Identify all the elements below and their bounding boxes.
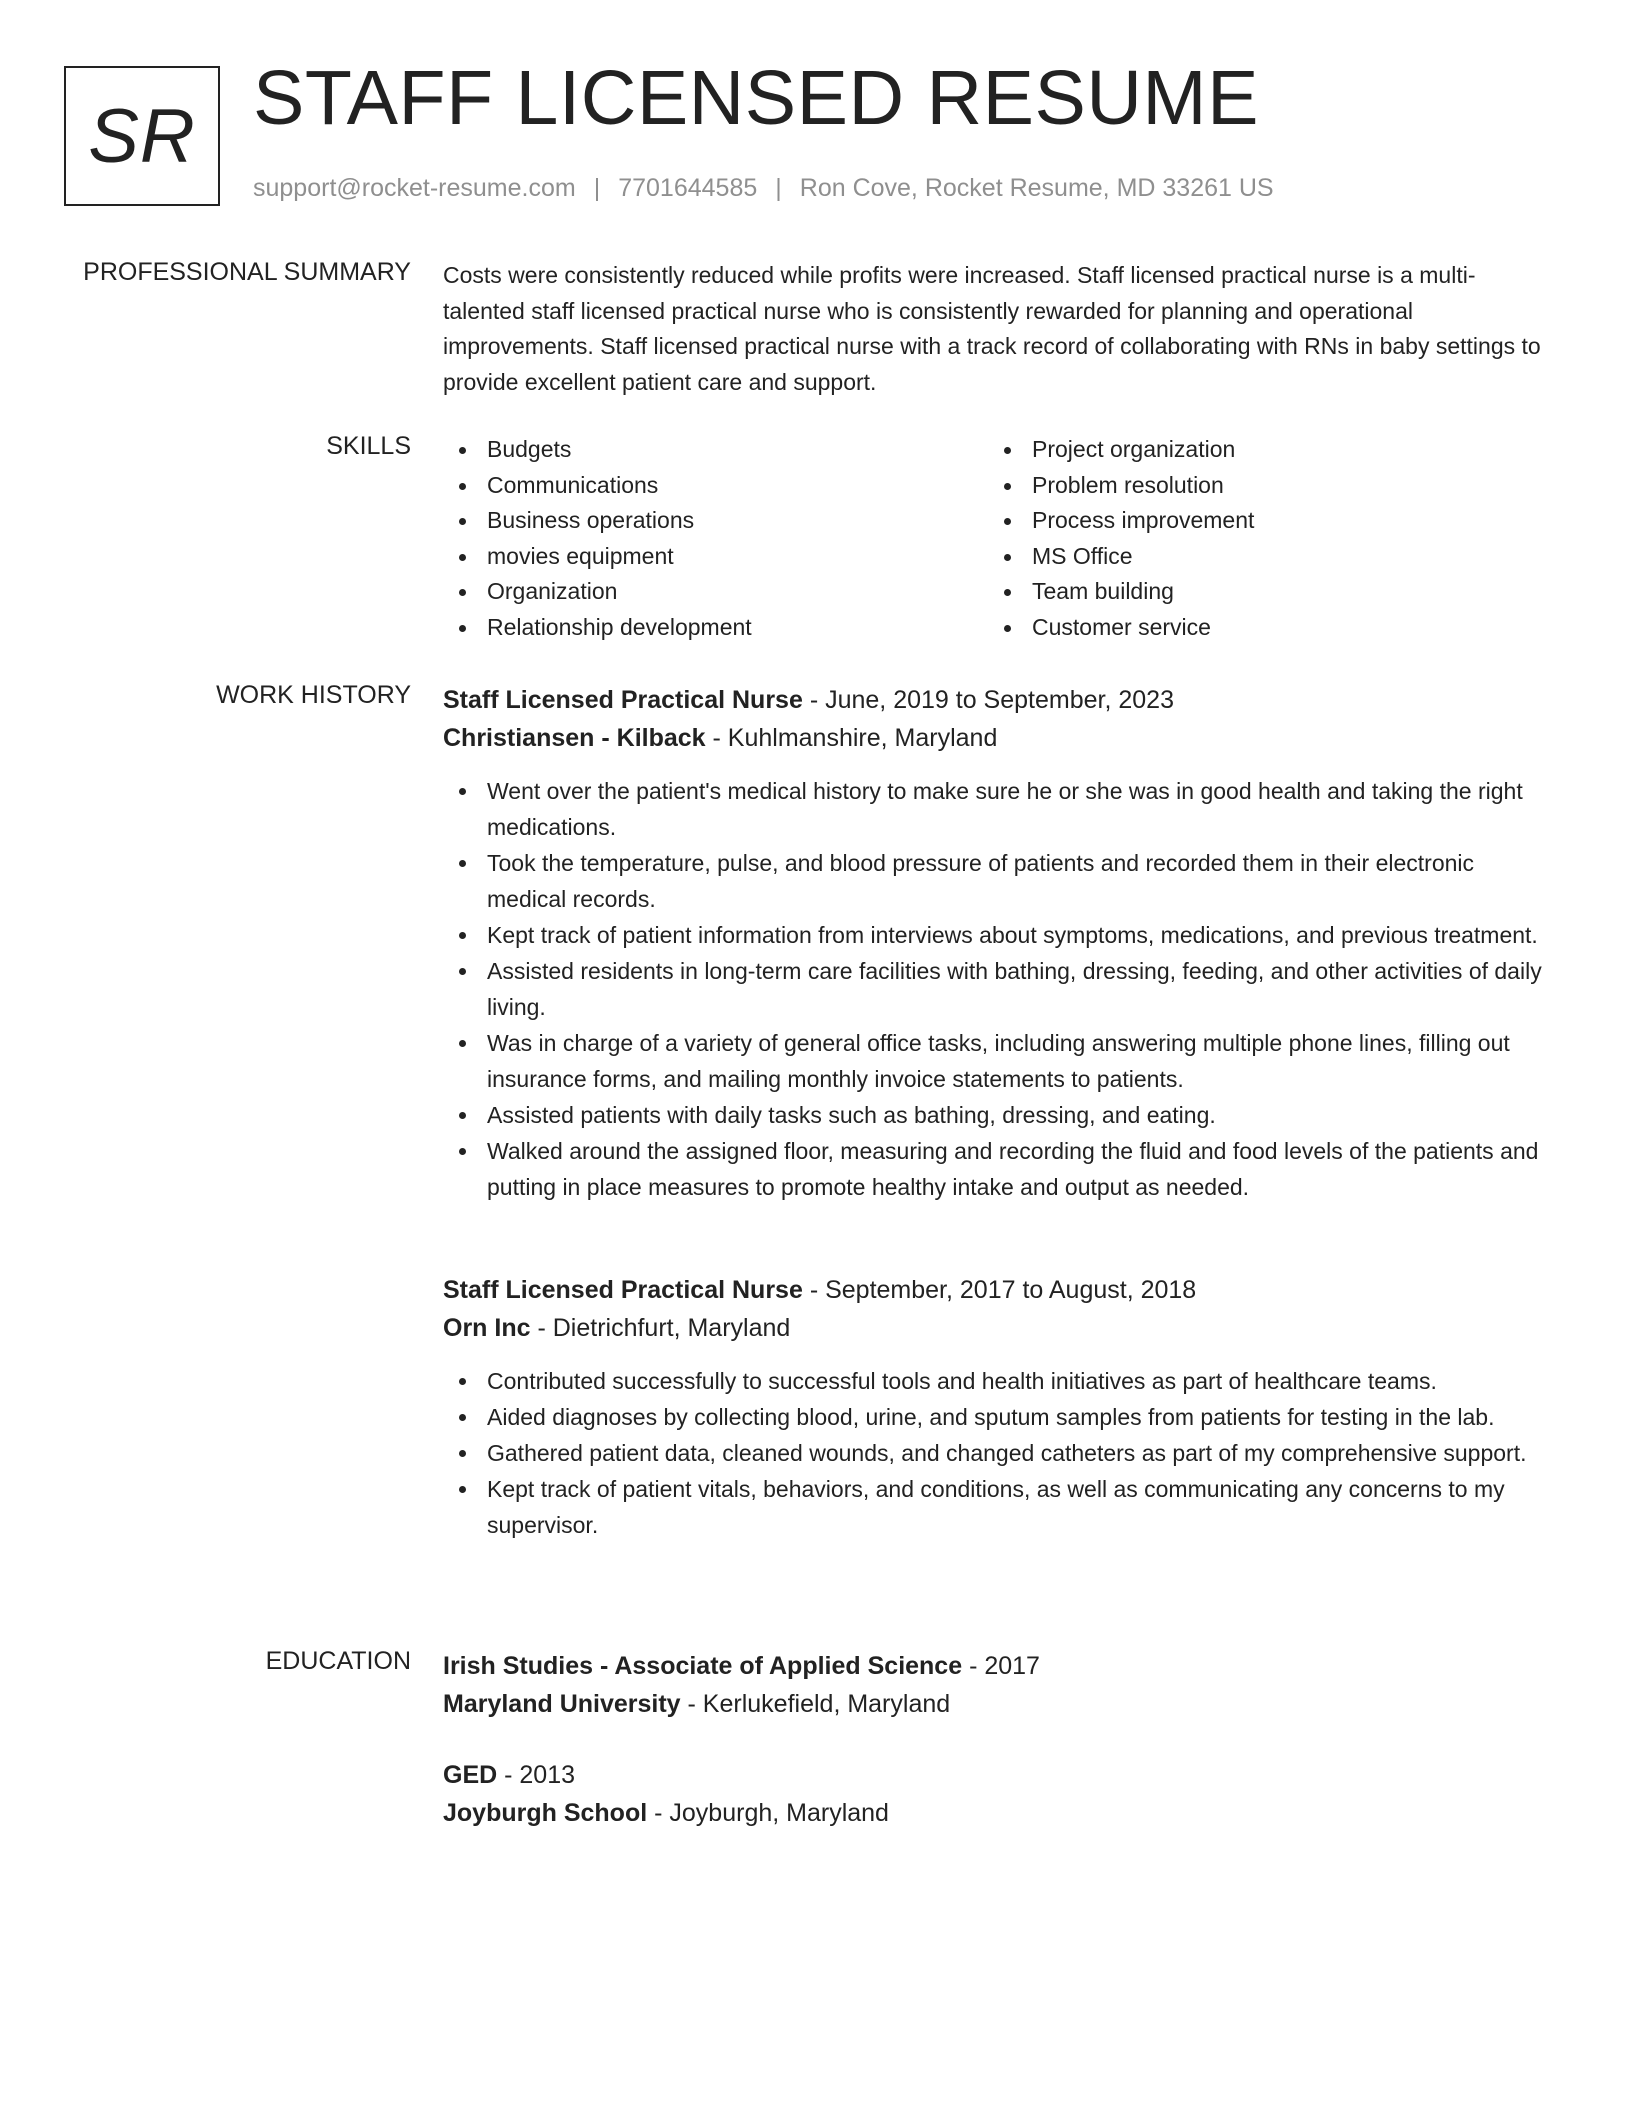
skill-item: Budgets (443, 432, 988, 468)
job-duty: Aided diagnoses by collecting blood, urine, and sputum samples from patients for testing in the lab. (443, 1399, 1553, 1435)
monogram-text: SR (88, 93, 196, 179)
job-location: - Kuhlmanshire, Maryland (705, 724, 998, 752)
education-entry (443, 1756, 1553, 1832)
job-duty: Was in charge of a variety of general office tasks, including answering multiple phone lines, filling out insurance forms, and mailing monthly invoice statements to patients. (443, 1025, 1553, 1097)
education-school-line (443, 1794, 1553, 1832)
summary-text: Costs were consistently reduced while profits were increased. Staff licensed practical nurse is a multi-talented staff licensed practical nurse who is consistently rewarded for planning and operational improvements. Staff licensed practical nurse with a track record of collaborating with RNs in baby settings to provide excellent patient care and support. (443, 262, 1541, 395)
job-duty: Kept track of patient information from interviews about symptoms, medications, and previous treatment. (443, 917, 1553, 953)
job-duty: Assisted patients with daily tasks such as bathing, dressing, and eating. (443, 1097, 1553, 1133)
skill-item: Customer service (988, 610, 1533, 646)
skill-item: Relationship development (443, 610, 988, 646)
education-school: Maryland University (443, 1690, 681, 1718)
work-history-heading: WORK HISTORY (216, 681, 411, 709)
job-duty: Assisted residents in long-term care facilities with bathing, dressing, feeding, and other activities of daily living. (443, 953, 1553, 1025)
job-entry (443, 1271, 1553, 1543)
job-dates: - September, 2017 to August, 2018 (802, 1276, 1197, 1304)
job-duty: Walked around the assigned floor, measuring and recording the fluid and food levels of the patients and putting in place measures to promote healthy intake and output as needed. (443, 1133, 1553, 1205)
job-location: - Dietrichfurt, Maryland (530, 1314, 791, 1342)
job-duty: Went over the patient's medical history to make sure he or she was in good health and taking the right medications. (443, 773, 1553, 845)
job-company-line (443, 1309, 1553, 1347)
job-duty: Gathered patient data, cleaned wounds, and changed catheters as part of my comprehensive support. (443, 1435, 1553, 1471)
contact-phone: 7701644585 (618, 174, 758, 202)
education-entry (443, 1647, 1553, 1723)
job-title: Staff Licensed Practical Nurse (443, 1276, 803, 1304)
education-school-line (443, 1685, 1553, 1723)
skills-column-right (988, 432, 1533, 645)
job-entry (443, 681, 1553, 1205)
job-dates: - June, 2019 to September, 2023 (802, 686, 1174, 714)
skill-item: Process improvement (988, 503, 1533, 539)
job-duty: Contributed successfully to successful tools and health initiatives as part of healthcare teams. (443, 1363, 1553, 1399)
skills-column-left (443, 432, 988, 645)
job-title-line (443, 1271, 1553, 1309)
skill-item: movies equipment (443, 539, 988, 575)
education-year: - 2017 (962, 1652, 1040, 1680)
skill-item: Communications (443, 468, 988, 504)
education-degree-line (443, 1756, 1553, 1794)
skill-item: Team building (988, 574, 1533, 610)
education-degree: GED (443, 1761, 498, 1789)
job-company-line (443, 719, 1553, 757)
education-location: - Kerlukefield, Maryland (680, 1690, 951, 1718)
job-title: Staff Licensed Practical Nurse (443, 686, 803, 714)
education-location: - Joyburgh, Maryland (647, 1799, 889, 1827)
skills-grid (443, 432, 1553, 645)
skills-heading: SKILLS (326, 432, 411, 460)
contact-line (253, 174, 1274, 203)
summary-heading: PROFESSIONAL SUMMARY (83, 258, 411, 286)
job-duty: Kept track of patient vitals, behaviors, and conditions, as well as communicating any concerns to my supervisor. (443, 1471, 1553, 1543)
job-duties-list (443, 773, 1553, 1205)
job-title-line (443, 681, 1553, 719)
skill-item: Organization (443, 574, 988, 610)
contact-email: support@rocket-resume.com (253, 174, 576, 202)
education-year: - 2013 (497, 1761, 576, 1789)
contact-address: Ron Cove, Rocket Resume, MD 33261 US (799, 174, 1274, 202)
job-company: Christiansen - Kilback (443, 724, 706, 752)
job-duties-list (443, 1363, 1553, 1543)
job-company: Orn Inc (443, 1314, 531, 1342)
skill-item: MS Office (988, 539, 1533, 575)
job-duty: Took the temperature, pulse, and blood pressure of patients and recorded them in their electronic medical records. (443, 845, 1553, 917)
resume-title: STAFF LICENSED RESUME (253, 55, 1259, 141)
contact-separator: | (593, 174, 601, 202)
education-heading: EDUCATION (265, 1647, 411, 1675)
education-school: Joyburgh School (443, 1799, 648, 1827)
skill-item: Business operations (443, 503, 988, 539)
monogram-badge (64, 66, 220, 206)
education-degree-line (443, 1647, 1553, 1685)
skill-item: Problem resolution (988, 468, 1533, 504)
education-degree: Irish Studies - Associate of Applied Science (443, 1652, 963, 1680)
contact-separator: | (775, 174, 782, 202)
skill-item: Project organization (988, 432, 1533, 468)
